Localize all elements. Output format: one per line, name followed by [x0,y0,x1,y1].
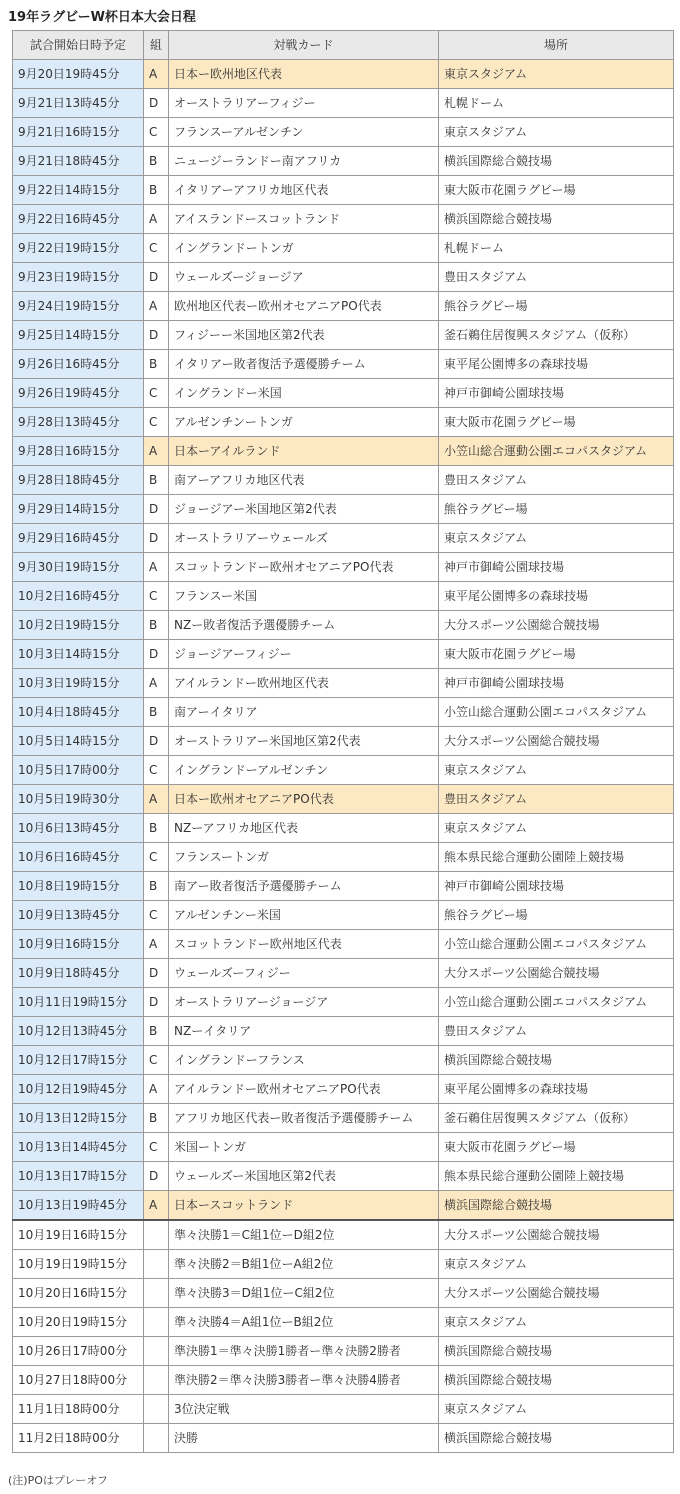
match-group: C [144,379,169,408]
match-venue: 神戸市御崎公園球技場 [439,379,674,408]
match-card: 欧州地区代表ー欧州オセアニアPO代表 [169,292,439,321]
match-datetime: 10月2日16時45分 [13,582,144,611]
table-row-japan [13,1191,674,1221]
match-datetime: 9月22日14時15分 [13,176,144,205]
match-datetime: 10月5日14時15分 [13,727,144,756]
match-datetime: 9月22日16時45分 [13,205,144,234]
match-card: イングランドートンガ [169,234,439,263]
match-datetime: 9月26日19時45分 [13,379,144,408]
table-row [13,814,674,843]
match-group: C [144,408,169,437]
match-venue: 豊田スタジアム [439,263,674,292]
table-row-knockout [13,1337,674,1366]
table-row [13,495,674,524]
match-card: 日本ー欧州オセアニアPO代表 [169,785,439,814]
match-datetime: 10月19日16時15分 [13,1220,144,1250]
match-group-empty [144,1395,169,1424]
table-row [13,234,674,263]
match-venue: 大分スポーツ公園総合競技場 [439,959,674,988]
match-card: フランスー米国 [169,582,439,611]
match-group: D [144,959,169,988]
match-card: ニュージーランドー南アフリカ [169,147,439,176]
table-row [13,640,674,669]
match-venue: 東平尾公園博多の森球技場 [439,350,674,379]
match-group: B [144,350,169,379]
table-row [13,1017,674,1046]
table-row [13,89,674,118]
match-venue: 横浜国際総合競技場 [439,147,674,176]
match-venue: 小笠山総合運動公園エコパスタジアム [439,930,674,959]
match-card: 南アーアフリカ地区代表 [169,466,439,495]
match-venue: 東京スタジアム [439,60,674,89]
match-venue: 東大阪市花園ラグビー場 [439,640,674,669]
table-row [13,1075,674,1104]
match-datetime: 10月5日17時00分 [13,756,144,785]
match-card: 準決勝2＝準々決勝3勝者ー準々決勝4勝者 [169,1366,439,1395]
match-venue: 横浜国際総合競技場 [439,1337,674,1366]
match-venue: 熊谷ラグビー場 [439,495,674,524]
match-group: C [144,118,169,147]
match-card: 日本ー欧州地区代表 [169,60,439,89]
match-group: A [144,785,169,814]
match-card: 準々決勝4＝A組1位ーB組2位 [169,1308,439,1337]
match-datetime: 10月26日17時00分 [13,1337,144,1366]
table-row [13,611,674,640]
match-group: A [144,930,169,959]
header-group: 組 [144,31,169,60]
match-group-empty [144,1220,169,1250]
match-group: A [144,669,169,698]
table-row-knockout [13,1250,674,1279]
match-venue: 東京スタジアム [439,1308,674,1337]
table-row [13,205,674,234]
table-row [13,1104,674,1133]
match-group-empty [144,1337,169,1366]
match-datetime: 10月13日17時15分 [13,1162,144,1191]
table-row-japan [13,437,674,466]
match-group: A [144,292,169,321]
match-venue: 大分スポーツ公園総合競技場 [439,611,674,640]
match-datetime: 9月28日18時45分 [13,466,144,495]
table-row [13,408,674,437]
match-datetime: 9月24日19時15分 [13,292,144,321]
match-venue: 札幌ドーム [439,89,674,118]
match-venue: 神戸市御崎公園球技場 [439,553,674,582]
match-card: ウェールズー米国地区第2代表 [169,1162,439,1191]
match-venue: 神戸市御崎公園球技場 [439,669,674,698]
match-datetime: 10月8日19時15分 [13,872,144,901]
table-row [13,118,674,147]
match-card: イタリアーアフリカ地区代表 [169,176,439,205]
table-row [13,1162,674,1191]
match-card: アイルランドー欧州オセアニアPO代表 [169,1075,439,1104]
match-group-empty [144,1250,169,1279]
match-group: A [144,1075,169,1104]
header-datetime: 試合開始日時予定 [13,31,144,60]
match-venue: 横浜国際総合競技場 [439,1191,674,1221]
match-datetime: 9月22日19時15分 [13,234,144,263]
match-datetime: 10月6日13時45分 [13,814,144,843]
match-datetime: 10月13日19時45分 [13,1191,144,1221]
match-group: C [144,582,169,611]
match-venue: 東大阪市花園ラグビー場 [439,408,674,437]
match-card: オーストラリアーフィジー [169,89,439,118]
match-group: C [144,1046,169,1075]
match-venue: 東京スタジアム [439,118,674,147]
match-card: オーストラリアージョージア [169,988,439,1017]
match-venue: 熊谷ラグビー場 [439,292,674,321]
table-row [13,901,674,930]
table-row [13,350,674,379]
match-group: A [144,553,169,582]
match-card: NZーイタリア [169,1017,439,1046]
match-datetime: 11月2日18時00分 [13,1424,144,1453]
match-card: 3位決定戦 [169,1395,439,1424]
match-venue: 東平尾公園博多の森球技場 [439,1075,674,1104]
table-row [13,727,674,756]
match-datetime: 10月2日19時15分 [13,611,144,640]
table-row [13,669,674,698]
match-venue: 小笠山総合運動公園エコパスタジアム [439,988,674,1017]
match-group: D [144,495,169,524]
match-group: B [144,611,169,640]
match-datetime: 9月30日19時15分 [13,553,144,582]
match-card: ウェールズーフィジー [169,959,439,988]
match-venue: 熊本県民総合運動公園陸上競技場 [439,1162,674,1191]
match-group: D [144,89,169,118]
match-group: A [144,205,169,234]
table-row [13,698,674,727]
match-venue: 豊田スタジアム [439,1017,674,1046]
match-venue: 東京スタジアム [439,1250,674,1279]
match-datetime: 10月20日16時15分 [13,1279,144,1308]
match-group: C [144,901,169,930]
table-row [13,756,674,785]
schedule-table [12,30,674,1453]
match-group: B [144,147,169,176]
table-row [13,292,674,321]
match-venue: 小笠山総合運動公園エコパスタジアム [439,698,674,727]
table-row [13,988,674,1017]
match-card: ウェールズージョージア [169,263,439,292]
table-row [13,959,674,988]
match-group: A [144,437,169,466]
match-card: イタリアー敗者復活予選優勝チーム [169,350,439,379]
match-venue: 東京スタジアム [439,814,674,843]
table-row [13,321,674,350]
table-row [13,930,674,959]
match-venue: 大分スポーツ公園総合競技場 [439,1279,674,1308]
match-venue: 東京スタジアム [439,524,674,553]
match-card: アイスランドースコットランド [169,205,439,234]
match-venue: 熊谷ラグビー場 [439,901,674,930]
table-row-knockout [13,1395,674,1424]
table-row [13,466,674,495]
match-datetime: 10月3日14時15分 [13,640,144,669]
match-card: スコットランドー欧州地区代表 [169,930,439,959]
match-venue: 小笠山総合運動公園エコパスタジアム [439,437,674,466]
header-match: 対戦カード [169,31,439,60]
match-card: NZーアフリカ地区代表 [169,814,439,843]
header-venue: 場所 [439,31,674,60]
match-venue: 豊田スタジアム [439,466,674,495]
match-group: C [144,843,169,872]
match-card: 米国ートンガ [169,1133,439,1162]
match-card: スコットランドー欧州オセアニアPO代表 [169,553,439,582]
match-datetime: 10月12日19時45分 [13,1075,144,1104]
match-group: D [144,988,169,1017]
match-venue: 横浜国際総合競技場 [439,205,674,234]
match-datetime: 10月11日19時15分 [13,988,144,1017]
match-venue: 釜石鵜住居復興スタジアム（仮称） [439,1104,674,1133]
match-group: B [144,814,169,843]
match-card: イングランドーフランス [169,1046,439,1075]
match-group: D [144,727,169,756]
match-venue: 横浜国際総合競技場 [439,1424,674,1453]
match-group: D [144,1162,169,1191]
match-group-empty [144,1308,169,1337]
match-group: D [144,524,169,553]
match-group: A [144,60,169,89]
match-datetime: 9月25日14時15分 [13,321,144,350]
match-venue: 東大阪市花園ラグビー場 [439,1133,674,1162]
table-row-knockout [13,1308,674,1337]
match-group: C [144,1133,169,1162]
table-row [13,553,674,582]
match-datetime: 9月21日16時15分 [13,118,144,147]
match-group: B [144,1104,169,1133]
table-row [13,843,674,872]
match-group: D [144,321,169,350]
table-row [13,1133,674,1162]
match-card: フィジーー米国地区第2代表 [169,321,439,350]
match-datetime: 10月19日19時15分 [13,1250,144,1279]
match-venue: 東大阪市花園ラグビー場 [439,176,674,205]
match-venue: 豊田スタジアム [439,785,674,814]
match-venue: 大分スポーツ公園総合競技場 [439,1220,674,1250]
match-card: アルゼンチンー米国 [169,901,439,930]
table-row-knockout [13,1279,674,1308]
match-datetime: 9月21日18時45分 [13,147,144,176]
match-card: フランスートンガ [169,843,439,872]
table-row-japan [13,785,674,814]
table-row-knockout [13,1424,674,1453]
match-datetime: 10月9日16時15分 [13,930,144,959]
match-datetime: 10月20日19時15分 [13,1308,144,1337]
match-datetime: 10月13日12時15分 [13,1104,144,1133]
match-venue: 釜石鵜住居復興スタジアム（仮称） [439,321,674,350]
match-card: アイルランドー欧州地区代表 [169,669,439,698]
match-datetime: 10月6日16時45分 [13,843,144,872]
match-datetime: 11月1日18時00分 [13,1395,144,1424]
match-card: アフリカ地区代表ー敗者復活予選優勝チーム [169,1104,439,1133]
match-datetime: 9月21日13時45分 [13,89,144,118]
match-group-empty [144,1366,169,1395]
match-datetime: 10月4日18時45分 [13,698,144,727]
match-group: B [144,1017,169,1046]
table-row [13,263,674,292]
match-datetime: 10月9日13時45分 [13,901,144,930]
match-group: B [144,872,169,901]
match-venue: 東平尾公園博多の森球技場 [439,582,674,611]
match-datetime: 9月29日16時45分 [13,524,144,553]
match-card: 日本ースコットランド [169,1191,439,1221]
match-datetime: 9月28日16時15分 [13,437,144,466]
table-row [13,176,674,205]
match-datetime: 9月20日19時45分 [13,60,144,89]
table-row [13,379,674,408]
match-card: イングランドーアルゼンチン [169,756,439,785]
match-datetime: 10月12日13時45分 [13,1017,144,1046]
match-group: B [144,466,169,495]
match-venue: 横浜国際総合競技場 [439,1366,674,1395]
match-group: D [144,263,169,292]
header-row [13,31,674,60]
match-card: 準決勝1＝準々決勝1勝者ー準々決勝2勝者 [169,1337,439,1366]
table-row-japan [13,60,674,89]
match-group: A [144,1191,169,1221]
match-card: 南アー敗者復活予選優勝チーム [169,872,439,901]
table-row [13,872,674,901]
match-datetime: 10月9日18時45分 [13,959,144,988]
match-card: 準々決勝1＝C組1位ーD組2位 [169,1220,439,1250]
match-datetime: 10月5日19時30分 [13,785,144,814]
match-venue: 神戸市御崎公園球技場 [439,872,674,901]
match-venue: 東京スタジアム [439,1395,674,1424]
match-venue: 大分スポーツ公園総合競技場 [439,727,674,756]
match-datetime: 10月13日14時45分 [13,1133,144,1162]
table-row [13,524,674,553]
match-card: イングランドー米国 [169,379,439,408]
match-card: ジョージアーフィジー [169,640,439,669]
match-card: 南アーイタリア [169,698,439,727]
match-card: オーストラリアー米国地区第2代表 [169,727,439,756]
match-group: B [144,176,169,205]
match-group: D [144,640,169,669]
table-row [13,1046,674,1075]
match-datetime: 10月12日17時15分 [13,1046,144,1075]
match-venue: 熊本県民総合運動公園陸上競技場 [439,843,674,872]
match-group-empty [144,1279,169,1308]
match-datetime: 9月28日13時45分 [13,408,144,437]
table-row-knockout [13,1220,674,1250]
match-group: C [144,756,169,785]
match-card: 準々決勝3＝D組1位ーC組2位 [169,1279,439,1308]
match-card: NZー敗者復活予選優勝チーム [169,611,439,640]
match-card: ジョージアー米国地区第2代表 [169,495,439,524]
match-datetime: 9月26日16時45分 [13,350,144,379]
match-group: C [144,234,169,263]
match-card: フランスーアルゼンチン [169,118,439,147]
match-card: オーストラリアーウェールズ [169,524,439,553]
match-card: 日本ーアイルランド [169,437,439,466]
match-venue: 札幌ドーム [439,234,674,263]
match-card: 決勝 [169,1424,439,1453]
match-group: B [144,698,169,727]
page-title: 19年ラグビーW杯日本大会日程 [8,10,196,25]
match-datetime: 9月29日14時15分 [13,495,144,524]
match-card: アルゼンチンートンガ [169,408,439,437]
match-group-empty [144,1424,169,1453]
match-datetime: 10月27日18時00分 [13,1366,144,1395]
match-datetime: 10月3日19時15分 [13,669,144,698]
match-venue: 横浜国際総合競技場 [439,1046,674,1075]
schedule-body [13,60,674,1453]
footnote: (注)POはプレーオフ [8,1474,108,1487]
table-row [13,147,674,176]
match-datetime: 9月23日19時15分 [13,263,144,292]
table-row [13,582,674,611]
table-row-knockout [13,1366,674,1395]
match-card: 準々決勝2＝B組1位ーA組2位 [169,1250,439,1279]
match-venue: 東京スタジアム [439,756,674,785]
